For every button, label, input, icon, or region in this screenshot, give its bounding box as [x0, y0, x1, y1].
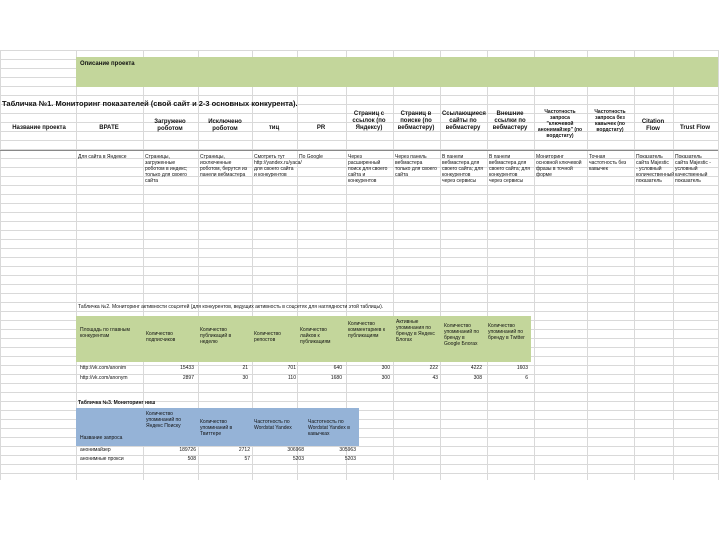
grid-line-horizontal [0, 473, 718, 474]
t3-h-0: Название запроса [80, 435, 123, 441]
t1-h-vrate: ВРАТЕ [99, 125, 119, 131]
t2-h-4: Количество лайков к публикациям [300, 327, 331, 345]
table1-header-row [0, 108, 718, 151]
grid-line-vertical [718, 50, 719, 480]
t1-h-trust: Trust Flow [680, 125, 710, 131]
t3-h-4: Частотность по Wordstat Yandex в кавычках [308, 419, 350, 437]
t2-r1-c2: 30 [242, 375, 248, 381]
t2-h-1: Количество подписчиков [146, 331, 176, 343]
t1-c-trust: Показатель сайта Majestic - условный качественный показатель [675, 154, 711, 184]
t2-r0-c4: 640 [333, 365, 342, 371]
t3-r0-c2: 2712 [238, 447, 250, 453]
t3-h-1: Количество упоминаний по Яндекс Поиску [146, 411, 181, 429]
t2-h-3: Количество репостов [254, 331, 281, 343]
t2-h-8: Количество упоминаний по бренду в Twitter [488, 323, 525, 341]
t1-h-citation: Citation Flow [641, 119, 665, 132]
t1-c-pr: По Google [299, 154, 323, 160]
table3-row [76, 455, 359, 463]
t1-c-excluded: Страницы, исключенные роботом, берутся из панели вебмастера [200, 154, 248, 178]
grid-line-horizontal [0, 302, 718, 303]
t2-h-0: Площадь по главным конкурентам [80, 327, 130, 339]
t1-h-pages-search: Страниц в поиске (по вебмастеру) [397, 111, 435, 131]
grid-line-horizontal [0, 464, 718, 465]
project-banner-title: Описание проекта [80, 61, 135, 67]
t1-c-vrate: Для сайта в Яндексе [78, 154, 127, 160]
table1-caption: Табличка №1. Мониторинг показателей (свой сайт и 2-3 основных конкурента). [2, 99, 298, 108]
grid-line-horizontal [0, 392, 718, 393]
t3-r1-c3: 5203 [292, 456, 304, 462]
table2-row [76, 364, 531, 372]
project-banner [76, 57, 718, 87]
t1-h-freq-broad: Частотность запроса без кавычек (по вордстату) [594, 109, 626, 133]
grid-line-horizontal [0, 383, 718, 384]
table3-header-row [76, 408, 359, 446]
t3-h-3: Частотность по Wordstat Yandex [254, 419, 292, 431]
t3-r1-c1: 508 [187, 456, 196, 462]
t2-h-2: Количество публикаций в неделю [200, 327, 232, 345]
t2-h-6: Активные упоминания по бренду в Яндекс Блогах [396, 319, 435, 343]
grid-line-horizontal [0, 50, 718, 51]
table2-header-row [76, 316, 531, 362]
t2-r0-c8: 1603 [516, 365, 528, 371]
t2-r1-c3: 110 [288, 375, 296, 381]
t2-r1-c6: 43 [432, 375, 438, 381]
t1-c-pages-search: Через панель вебмастера только для своего сайта [395, 154, 437, 178]
t3-r1-c4: 5203 [344, 456, 356, 462]
t1-h-pages-index: Страниц с ссылок (по Яндексу) [352, 111, 386, 131]
grid-line-horizontal [0, 266, 718, 267]
t2-r1-c1: 2897 [182, 375, 194, 381]
t1-h-ref-sites: Ссылающиеся сайты по вебмастеру [442, 111, 486, 131]
t2-r1-c4: 1680 [330, 375, 342, 381]
t2-h-7: Количество упоминаний по бренду в Google Блогах [444, 323, 479, 347]
grid-line-horizontal [0, 275, 718, 276]
table2-row [76, 374, 531, 382]
t2-r1-c5: 300 [381, 375, 390, 381]
t2-r0-c5: 300 [381, 365, 390, 371]
table3-row [76, 446, 359, 454]
t2-r1-c8: 6 [525, 375, 528, 381]
t2-r0-c7: 4222 [470, 365, 482, 371]
table3-caption: Табличка №3. Мониторинг ниш [78, 400, 156, 406]
table2-caption: Табличка №2. Мониторинг активности соцсетей (для конкурентов, ведущих активность в соцсетях для наглядности этой таблицы). [78, 304, 384, 310]
t2-r1-c0: http://vk.com/anonym [80, 375, 128, 381]
t1-h-loaded: Загружено роботом [154, 119, 186, 132]
grid-line-horizontal [0, 284, 718, 285]
t1-c-loaded: Страницы, загруженные роботом в индекс; только для своего сайта [145, 154, 188, 184]
t1-c-citation: Показатель сайта Majestic - условный количественный показатель [636, 154, 675, 184]
t1-c-ref-sites: В панели вебмастера для своего сайта; для конкурентов через сервисы [442, 154, 483, 184]
t3-r1-c0: анонимные прокси [80, 456, 124, 462]
t2-r0-c6: 222 [429, 365, 438, 371]
t2-r0-c2: 21 [242, 365, 248, 371]
t2-h-5: Количество комментариев к публикациям [348, 321, 386, 339]
t3-r0-c3: 306968 [287, 447, 304, 453]
t1-h-freq-exact: Частотность запроса "ключевой анонимайзер" (по вордстату) [537, 109, 583, 139]
t2-r0-c0: http://vk.com/anonim [80, 365, 127, 371]
t1-c-pages-index: Через расширенный поиск для своего сайта и конкурентов [348, 154, 388, 184]
t1-c-tic: Смотреть тут http://yandex.ru/yaca/ для своего сайта и конкурентов [254, 154, 302, 178]
t1-h-project: Название проекта [12, 125, 66, 131]
t1-h-tic: тиц [268, 125, 280, 131]
grid-line-horizontal [0, 311, 718, 312]
t3-r0-c4: 305963 [339, 447, 356, 453]
t3-r0-c0: анонимайзер [80, 447, 111, 453]
t1-c-ext-links: В панели вебмастера для своего сайта; для конкурентов через сервисы [489, 154, 530, 184]
t3-r1-c2: 57 [244, 456, 250, 462]
t2-r1-c7: 308 [473, 375, 482, 381]
t2-r0-c1: 15433 [180, 365, 194, 371]
table1-row [0, 151, 718, 261]
grid-line-horizontal [0, 293, 718, 294]
grid-line-horizontal [0, 95, 718, 96]
t3-h-2: Количество упоминаний в Твиттере [200, 419, 233, 437]
t1-h-excluded: Исключено роботом [208, 119, 242, 132]
t1-h-ext-links: Внешние ссылки по вебмастеру [492, 111, 528, 131]
t1-c-freq-exact: Мониторинг основной ключевой фразы в точной форме [536, 154, 582, 178]
t2-r0-c3: 701 [287, 365, 296, 371]
t3-r0-c1: 189726 [179, 447, 196, 453]
t1-h-pr: PR [316, 125, 326, 131]
t1-c-freq-broad: Точная частотность без кавычек [589, 154, 627, 172]
